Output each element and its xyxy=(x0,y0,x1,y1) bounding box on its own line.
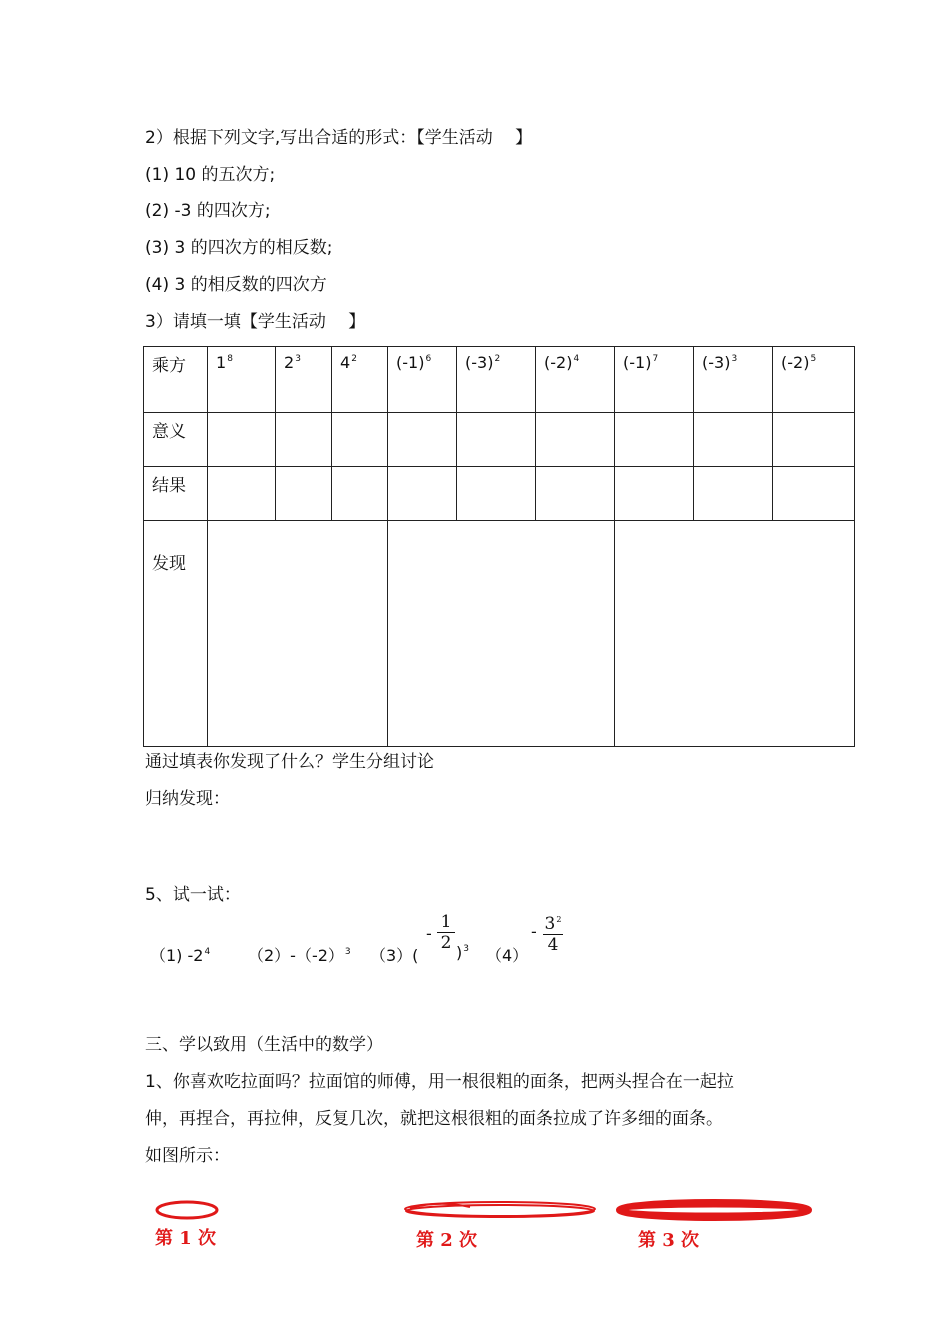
table-row-meaning xyxy=(144,413,855,467)
power-exponent: 5 xyxy=(810,354,817,364)
noodle-loop-3 xyxy=(619,1202,809,1218)
noodle-paragraph-line-1: 1、你喜欢吃拉面吗？拉面馆的师傅，用一根很粗的面条，把两头捏合在一起拉 xyxy=(145,1072,734,1092)
section2-heading: 2）根据下列文字,写出合适的形式：【学生活动 】 xyxy=(145,128,533,148)
answer-cell[interactable] xyxy=(332,467,388,521)
power-base: (-3) xyxy=(702,353,731,372)
section3-heading: 3）请填一填【学生活动 】 xyxy=(145,312,366,332)
power-base: 2 xyxy=(284,353,295,372)
power-base: (-1) xyxy=(623,353,652,372)
power-exponent: 3 xyxy=(731,354,738,364)
problem-3-open: （3）( xyxy=(370,946,419,965)
power-base: (-2) xyxy=(544,353,573,372)
discovery-cell[interactable] xyxy=(208,521,388,747)
answer-cell[interactable] xyxy=(536,467,615,521)
table-row-power xyxy=(144,347,855,413)
answer-cell[interactable] xyxy=(332,413,388,467)
noodle-loop-1 xyxy=(157,1202,217,1218)
noodle-loop-2 xyxy=(405,1202,595,1217)
row-label-result: 结果 xyxy=(144,467,208,521)
problem-3-fraction xyxy=(437,912,455,953)
problem-3-paren: ) xyxy=(456,943,463,962)
section-three-heading: 三、学以致用（生活中的数学） xyxy=(145,1035,383,1055)
noodle-paragraph-line-2: 伸，再捏合，再拉伸，反复几次，就把这根很粗的面条拉成了许多细的面条。 xyxy=(145,1109,723,1129)
problem-2-exponent: 3 xyxy=(344,947,351,957)
problem-3-close xyxy=(456,943,469,962)
discovery-cell[interactable] xyxy=(615,521,855,747)
table-row-result xyxy=(144,467,855,521)
figure-label-1: 第 1 次 xyxy=(155,1228,217,1249)
power-base: 4 xyxy=(340,353,351,372)
power-cell xyxy=(615,347,694,413)
power-base: (-2) xyxy=(781,353,810,372)
answer-cell[interactable] xyxy=(694,413,773,467)
power-cell xyxy=(694,347,773,413)
problem-1 xyxy=(150,943,210,966)
noodle-paragraph-line-3: 如图所示： xyxy=(145,1146,230,1166)
problem-2 xyxy=(248,943,351,966)
section2-item-3: (3) 3 的四次方的相反数; xyxy=(145,238,333,258)
power-exponent: 8 xyxy=(227,354,233,364)
power-cell xyxy=(332,347,388,413)
power-exponent: 4 xyxy=(573,354,580,364)
problem-3-numerator: 1 xyxy=(440,912,452,932)
section2-item-1: (1) 10 的五次方; xyxy=(145,165,276,185)
answer-cell[interactable] xyxy=(208,413,276,467)
discovery-cell[interactable] xyxy=(388,521,615,747)
figure-label-3: 第 3 次 xyxy=(638,1230,700,1251)
answer-cell[interactable] xyxy=(773,413,855,467)
row-label-meaning: 意义 xyxy=(144,413,208,467)
summary-label: 归纳发现： xyxy=(145,789,230,809)
problem-1-exponent: 4 xyxy=(204,947,211,957)
problem-2-base: （2）-（-2） xyxy=(248,946,344,965)
power-exponent: 3 xyxy=(295,354,301,364)
power-exponent: 7 xyxy=(652,354,659,364)
section2-item-2: (2) -3 的四次方; xyxy=(145,201,271,221)
discuss-text: 通过填表你发现了什么？学生分组讨论 xyxy=(145,752,434,772)
problem-1-base: （1) -2 xyxy=(150,946,204,965)
power-cell xyxy=(536,347,615,413)
problem-3-minus: - xyxy=(426,924,432,943)
power-exponent: 6 xyxy=(425,354,432,364)
power-base: (-3) xyxy=(465,353,494,372)
power-cell xyxy=(773,347,855,413)
row-label-discovery: 发现 xyxy=(144,521,208,747)
section5-heading: 5、试一试： xyxy=(145,885,241,905)
power-cell xyxy=(388,347,457,413)
answer-cell[interactable] xyxy=(536,413,615,467)
power-cell xyxy=(208,347,276,413)
answer-cell[interactable] xyxy=(615,413,694,467)
power-exponent: 2 xyxy=(494,354,501,364)
row-label-power: 乘方 xyxy=(144,347,208,413)
answer-cell[interactable] xyxy=(457,467,536,521)
answer-cell[interactable] xyxy=(615,467,694,521)
table-row-discovery xyxy=(144,521,855,747)
answer-cell[interactable] xyxy=(276,467,332,521)
answer-cell[interactable] xyxy=(388,467,457,521)
power-cell xyxy=(457,347,536,413)
answer-cell[interactable] xyxy=(457,413,536,467)
problem-4-numerator-base: 3 xyxy=(544,914,556,934)
answer-cell[interactable] xyxy=(773,467,855,521)
problem-4-fraction xyxy=(543,910,563,955)
problem-4-denominator: 4 xyxy=(543,934,563,955)
problem-3-exponent: 3 xyxy=(463,944,469,954)
answer-cell[interactable] xyxy=(694,467,773,521)
problem-3-denominator: 2 xyxy=(437,932,455,953)
fill-in-table xyxy=(143,346,855,747)
power-exponent: 2 xyxy=(351,354,357,364)
problem-4-minus: - xyxy=(531,922,537,941)
section2-item-4: (4) 3 的相反数的四次方 xyxy=(145,275,327,295)
problem-4-numerator xyxy=(543,910,563,934)
power-base: (-1) xyxy=(396,353,425,372)
answer-cell[interactable] xyxy=(208,467,276,521)
figure-label-2: 第 2 次 xyxy=(416,1230,478,1251)
problem-4-label: （4） xyxy=(486,946,529,965)
power-base: 1 xyxy=(216,353,227,372)
power-cell xyxy=(276,347,332,413)
answer-cell[interactable] xyxy=(276,413,332,467)
problem-4-numerator-exponent: 2 xyxy=(556,915,562,924)
answer-cell[interactable] xyxy=(388,413,457,467)
noodle-loops-figure xyxy=(0,1190,950,1230)
